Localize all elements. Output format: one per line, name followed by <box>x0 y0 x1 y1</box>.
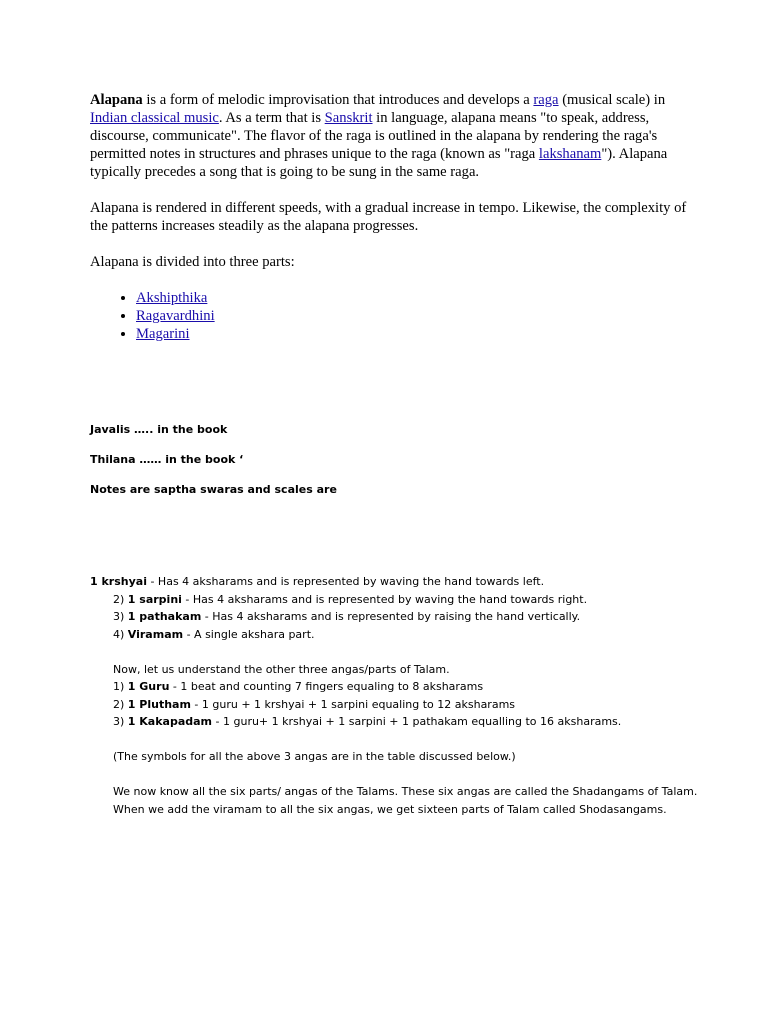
anga-number: 3) <box>113 610 128 623</box>
anga-name: Viramam <box>127 627 184 641</box>
intro-text: (musical scale) in <box>558 92 666 108</box>
anga-line <box>90 713 700 731</box>
anga-number: 2) <box>113 592 128 606</box>
anga-line <box>90 608 700 626</box>
spacer <box>90 766 700 784</box>
lakshanam-link[interactable]: lakshanam <box>538 146 602 162</box>
talam-section <box>90 573 700 818</box>
raga-link[interactable]: raga <box>533 92 559 108</box>
anga-name: 1 Plutham <box>127 697 191 711</box>
parts-list <box>90 289 690 343</box>
anga-desc: - 1 beat and counting 7 fingers equaling to 8 aksharams <box>169 680 484 693</box>
anga-desc: - 1 guru + 1 krshyai + 1 sarpini equaling to 12 aksharams <box>190 697 516 711</box>
intro-text: . As a term that is <box>218 110 325 126</box>
javalis-note: Javalis ….. in the book <box>90 423 228 436</box>
anga-line <box>90 678 700 696</box>
anga-desc: - Has 4 aksharams and is represented by waving the hand towards right. <box>181 592 588 606</box>
sanskrit-link[interactable]: Sanskrit <box>324 110 373 126</box>
anga-desc: - A single akshara part. <box>183 627 315 641</box>
intro-text: "). Alapana typically precedes a song that is going to be sung in the same raga. <box>90 146 668 180</box>
anga-name: 1 pathakam <box>127 610 202 623</box>
list-item <box>136 307 690 325</box>
akshipthika-link[interactable]: Akshipthika <box>136 290 208 306</box>
angas-intro: Now, let us understand the other three angas/parts of Talam. <box>113 662 450 676</box>
magarini-link[interactable]: Magarini <box>136 326 190 342</box>
anga-name: 1 sarpini <box>127 592 182 606</box>
list-item <box>136 289 690 307</box>
anga-line <box>90 591 700 609</box>
symbols-note: (The symbols for all the above 3 angas are in the table discussed below.) <box>113 750 516 763</box>
alapana-term: Alapana <box>90 92 143 108</box>
anga-name: 1 krshyai <box>90 575 147 588</box>
anga-line <box>90 696 700 714</box>
anga-desc: - Has 4 aksharams and is represented by raising the hand vertically. <box>201 610 581 623</box>
indian-classical-music-link[interactable]: Indian classical music <box>90 110 219 126</box>
spacer <box>90 731 700 749</box>
alapana-section <box>90 91 690 343</box>
anga-number: 1) <box>113 680 128 693</box>
anga-desc: - 1 guru+ 1 krshyai + 1 sarpini + 1 pathakam equalling to 16 aksharams. <box>212 715 622 728</box>
anga-line <box>90 573 700 591</box>
anga-number: 2) <box>113 697 128 711</box>
anga-line <box>90 626 700 644</box>
speed-paragraph: Alapana is rendered in different speeds, with a gradual increase in tempo. Likewise, the complexity of the patterns increases steadily as the alapana progresses. <box>90 200 687 234</box>
anga-name: 1 Guru <box>127 680 170 693</box>
anga-number: 3) <box>113 715 128 728</box>
parts-intro: Alapana is divided into three parts: <box>90 254 295 270</box>
intro-paragraph <box>90 91 690 181</box>
intro-text: in language, alapana means "to speak, address, discourse, communicate". The flavor of the raga is outlined in the alapana by rendering the raga's permitted notes in structures and phrases unique to the raga (known as "raga <box>90 110 658 162</box>
list-item <box>136 325 690 343</box>
notes-section <box>90 422 710 512</box>
shadangams-paragraph: We now know all the six parts/ angas of the Talams. These six angas are called the Shadangams of Talam. When we add the viramam to all the six angas, we get sixteen parts of Talam called Shodasangams. <box>113 785 698 816</box>
intro-text: is a form of melodic improvisation that introduces and develops a <box>142 92 534 108</box>
anga-name: 1 Kakapadam <box>127 715 213 728</box>
thilana-note: Thilana …… in the book ‘ <box>90 453 244 466</box>
anga-desc: - Has 4 aksharams and is represented by waving the hand towards left. <box>146 575 545 588</box>
swaras-note: Notes are saptha swaras and scales are <box>90 483 337 496</box>
anga-number: 4) <box>113 627 128 641</box>
ragavardhini-link[interactable]: Ragavardhini <box>136 308 215 324</box>
spacer <box>90 643 700 661</box>
